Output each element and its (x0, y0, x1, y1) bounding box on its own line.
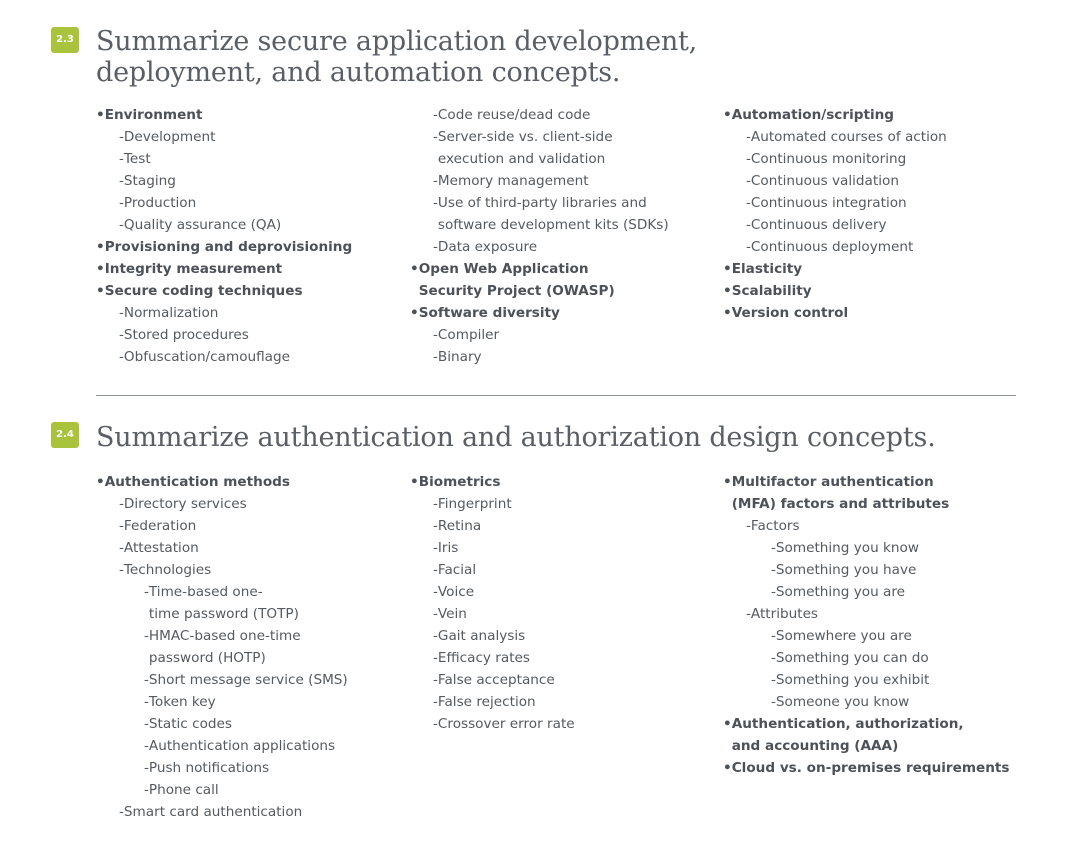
dash-marker: - (746, 151, 751, 167)
subtopic-item (96, 148, 352, 170)
sub-subtopic-item (96, 581, 348, 625)
item-line: Staging (123, 173, 176, 189)
item-text (438, 170, 589, 192)
item-text (438, 581, 474, 603)
item-text (124, 801, 302, 823)
item-line: Attributes (750, 606, 819, 622)
dash-marker: - (144, 738, 149, 754)
item-text (776, 691, 909, 713)
item-text (438, 625, 525, 647)
dash-marker: - (433, 540, 438, 556)
item-text (124, 515, 196, 537)
bullet-marker: • (723, 474, 732, 490)
subtopic-item (410, 236, 669, 258)
item-text (751, 170, 899, 192)
dash-marker: - (771, 672, 776, 688)
topic-column (410, 471, 575, 735)
item-line: Something you can do (775, 650, 929, 666)
item-line: Binary (437, 349, 482, 365)
sub-subtopic-item (96, 735, 348, 757)
item-line: Security Project (OWASP) (418, 283, 615, 299)
dash-marker: - (771, 584, 776, 600)
item-text (751, 192, 907, 214)
item-text (124, 324, 249, 346)
sub-subtopic-item (723, 669, 1010, 691)
bullet-marker: • (96, 474, 105, 490)
item-text (776, 559, 917, 581)
item-text (776, 647, 929, 669)
subtopic-item (723, 126, 947, 148)
item-text (105, 280, 303, 302)
topic-column (96, 471, 348, 823)
item-text (776, 581, 905, 603)
sub-subtopic-item (723, 581, 1010, 603)
item-text (105, 471, 290, 493)
topic-item (723, 104, 947, 126)
item-text (438, 559, 476, 581)
item-text (438, 493, 512, 515)
subtopic-item (96, 537, 348, 559)
sub-subtopic-item (96, 625, 348, 669)
sub-subtopic-item (96, 757, 348, 779)
dash-marker: - (119, 496, 124, 512)
item-line: Something you have (775, 562, 917, 578)
item-line: Static codes (148, 716, 232, 732)
item-line: False acceptance (437, 672, 555, 688)
item-text (438, 236, 537, 258)
subtopic-item (723, 192, 947, 214)
dash-marker: - (433, 129, 438, 145)
item-text (149, 779, 219, 801)
dash-marker: - (746, 129, 751, 145)
item-text (149, 581, 299, 625)
dash-marker: - (433, 650, 438, 666)
item-text (438, 603, 467, 625)
subtopic-item (410, 126, 669, 170)
subtopic-item (723, 515, 1010, 537)
item-text (149, 735, 335, 757)
item-line: Authentication applications (148, 738, 336, 754)
item-line: Secure coding techniques (104, 283, 303, 299)
sub-subtopic-item (723, 691, 1010, 713)
subtopic-item (410, 691, 575, 713)
dash-marker: - (433, 716, 438, 732)
item-text (149, 713, 232, 735)
dash-marker: - (119, 540, 124, 556)
dash-marker: - (119, 217, 124, 233)
item-line: (MFA) factors and attributes (731, 496, 950, 512)
dash-marker: - (433, 562, 438, 578)
dash-marker: - (119, 195, 124, 211)
title-line: Summarize secure application development, (96, 26, 698, 57)
dash-marker: - (119, 129, 124, 145)
item-text (751, 603, 818, 625)
item-text (105, 236, 353, 258)
item-line: Normalization (123, 305, 219, 321)
item-line: Code reuse/dead code (437, 107, 591, 123)
subtopic-item (723, 236, 947, 258)
dash-marker: - (746, 173, 751, 189)
subtopic-item (410, 170, 669, 192)
dash-marker: - (119, 349, 124, 365)
item-text (124, 346, 290, 368)
item-text (105, 104, 203, 126)
dash-marker: - (433, 606, 438, 622)
item-text (751, 126, 947, 148)
subtopic-item (96, 170, 352, 192)
subtopic-item (723, 214, 947, 236)
dash-marker: - (746, 239, 751, 255)
item-line: Facial (437, 562, 477, 578)
item-line: Authentication methods (104, 474, 290, 490)
bullet-marker: • (410, 305, 419, 321)
item-line: execution and validation (437, 151, 606, 167)
subtopic-item (410, 192, 669, 236)
title-line: deployment, and automation concepts. (96, 57, 621, 88)
item-line: Provisioning and deprovisioning (104, 239, 353, 255)
subtopic-item (410, 104, 669, 126)
item-text (124, 493, 247, 515)
item-line: and accounting (AAA) (731, 738, 899, 754)
bullet-marker: • (723, 283, 732, 299)
dash-marker: - (144, 782, 149, 798)
item-line: Production (123, 195, 197, 211)
subtopic-item (410, 669, 575, 691)
dash-marker: - (144, 628, 149, 644)
item-line: Attestation (123, 540, 199, 556)
item-line: Directory services (123, 496, 247, 512)
item-text (438, 713, 575, 735)
item-text (124, 192, 196, 214)
dash-marker: - (144, 694, 149, 710)
dash-marker: - (144, 760, 149, 776)
subtopic-item (410, 581, 575, 603)
sub-subtopic-item (723, 625, 1010, 647)
sub-subtopic-item (96, 691, 348, 713)
item-text (438, 192, 669, 236)
item-text (438, 537, 458, 559)
dash-marker: - (144, 716, 149, 732)
item-line: Somewhere you are (775, 628, 912, 644)
topic-column (723, 471, 1010, 779)
item-line: Multifactor authentication (731, 474, 934, 490)
item-line: Automation/scripting (731, 107, 895, 123)
item-line: Technologies (123, 562, 212, 578)
dash-marker: - (771, 694, 776, 710)
item-line: Voice (437, 584, 475, 600)
topic-item (96, 236, 352, 258)
topic-item (96, 104, 352, 126)
item-line: Data exposure (437, 239, 538, 255)
item-line: Version control (731, 305, 849, 321)
topic-column (410, 104, 669, 368)
item-line: Factors (750, 518, 800, 534)
dash-marker: - (433, 584, 438, 600)
subtopic-item (410, 515, 575, 537)
item-line: Phone call (148, 782, 219, 798)
topic-item (723, 757, 1010, 779)
item-line: time password (TOTP) (148, 606, 299, 622)
bullet-marker: • (96, 261, 105, 277)
item-text (149, 669, 348, 691)
item-line: Open Web Application (418, 261, 589, 277)
item-line: Memory management (437, 173, 589, 189)
item-line: Stored procedures (123, 327, 249, 343)
item-text (438, 104, 590, 126)
subtopic-item (96, 214, 352, 236)
item-line: Test (123, 151, 151, 167)
item-text (438, 515, 481, 537)
item-line: Federation (123, 518, 197, 534)
dash-marker: - (433, 195, 438, 211)
dash-marker: - (144, 584, 149, 600)
item-text (124, 302, 218, 324)
bullet-marker: • (96, 283, 105, 299)
item-text (732, 713, 964, 757)
item-line: Software diversity (418, 305, 560, 321)
dash-marker: - (433, 496, 438, 512)
item-line: Push notifications (148, 760, 270, 776)
bullet-marker: • (96, 239, 105, 255)
item-text (438, 126, 613, 170)
dash-marker: - (119, 518, 124, 534)
item-line: HMAC-based one-time (148, 628, 301, 644)
section-divider (96, 395, 1016, 396)
dash-marker: - (433, 327, 438, 343)
dash-marker: - (771, 562, 776, 578)
item-line: Time-based one- (148, 584, 263, 600)
subtopic-item (723, 603, 1010, 625)
item-line: Something you exhibit (775, 672, 930, 688)
item-text (438, 647, 530, 669)
bullet-marker: • (723, 107, 732, 123)
topic-item (723, 471, 1010, 515)
item-line: Continuous delivery (750, 217, 887, 233)
dash-marker: - (433, 694, 438, 710)
subtopic-item (410, 625, 575, 647)
item-line: Quality assurance (QA) (123, 217, 282, 233)
item-text (732, 302, 848, 324)
item-line: Biometrics (418, 474, 501, 490)
item-text (438, 691, 536, 713)
bullet-marker: • (410, 261, 419, 277)
item-line: Vein (437, 606, 467, 622)
subtopic-item (96, 324, 352, 346)
subtopic-item (96, 801, 348, 823)
item-line: Integrity measurement (104, 261, 283, 277)
item-line: Token key (148, 694, 216, 710)
sub-subtopic-item (723, 559, 1010, 581)
dash-marker: - (119, 804, 124, 820)
dash-marker: - (433, 628, 438, 644)
title-line: Summarize authentication and authorization design concepts. (96, 422, 936, 453)
sub-subtopic-item (723, 647, 1010, 669)
item-text (776, 669, 929, 691)
objective-title (96, 26, 697, 88)
subtopic-item (723, 148, 947, 170)
item-text (732, 280, 812, 302)
item-text (776, 537, 919, 559)
subtopic-item (410, 493, 575, 515)
subtopic-item (96, 192, 352, 214)
dash-marker: - (119, 305, 124, 321)
dash-marker: - (119, 173, 124, 189)
bullet-marker: • (410, 474, 419, 490)
item-line: software development kits (SDKs) (437, 217, 669, 233)
item-text (149, 691, 216, 713)
subtopic-item (410, 647, 575, 669)
item-text (438, 324, 499, 346)
subtopic-item (96, 346, 352, 368)
item-line: Elasticity (731, 261, 803, 277)
item-text (124, 148, 151, 170)
item-line: Smart card authentication (123, 804, 303, 820)
subtopic-item (410, 559, 575, 581)
dash-marker: - (771, 628, 776, 644)
topic-item (410, 471, 575, 493)
bullet-marker: • (723, 305, 732, 321)
topic-column (96, 104, 352, 368)
item-text (149, 625, 301, 669)
item-line: Obfuscation/camouflage (123, 349, 291, 365)
topic-item (723, 302, 947, 324)
item-line: Server-side vs. client-side (437, 129, 613, 145)
subtopic-item (410, 713, 575, 735)
item-line: Scalability (731, 283, 812, 299)
dash-marker: - (433, 107, 438, 123)
dash-marker: - (433, 518, 438, 534)
dash-marker: - (119, 151, 124, 167)
dash-marker: - (119, 562, 124, 578)
subtopic-item (96, 515, 348, 537)
item-line: Cloud vs. on-premises requirements (731, 760, 1010, 776)
item-line: Something you know (775, 540, 919, 556)
item-line: False rejection (437, 694, 536, 710)
item-text (149, 757, 269, 779)
subtopic-item (410, 537, 575, 559)
item-line: Short message service (SMS) (148, 672, 348, 688)
dash-marker: - (433, 239, 438, 255)
item-text (105, 258, 282, 280)
subtopic-item (96, 493, 348, 515)
item-line: Fingerprint (437, 496, 512, 512)
item-text (732, 258, 802, 280)
subtopic-item (96, 302, 352, 324)
item-text (776, 625, 912, 647)
dash-marker: - (771, 650, 776, 666)
item-line: Crossover error rate (437, 716, 575, 732)
item-line: Retina (437, 518, 482, 534)
item-line: Iris (437, 540, 459, 556)
subtopic-item (96, 126, 352, 148)
item-line: Continuous monitoring (750, 151, 907, 167)
item-line: Continuous deployment (750, 239, 914, 255)
item-line: Someone you know (775, 694, 910, 710)
item-line: Authentication, authorization, (731, 716, 964, 732)
objective-number-badge: 2.4 (51, 422, 79, 448)
item-text (732, 471, 950, 515)
sub-subtopic-item (96, 779, 348, 801)
dash-marker: - (433, 173, 438, 189)
topic-item (723, 280, 947, 302)
item-line: Environment (104, 107, 203, 123)
item-text (124, 170, 176, 192)
item-text (124, 126, 216, 148)
item-line: Continuous integration (750, 195, 907, 211)
item-text (751, 148, 906, 170)
item-line: Compiler (437, 327, 500, 343)
sub-subtopic-item (96, 669, 348, 691)
subtopic-item (96, 559, 348, 581)
dash-marker: - (771, 540, 776, 556)
item-line: Development (123, 129, 216, 145)
item-text (751, 515, 800, 537)
dash-marker: - (746, 606, 751, 622)
item-line: Continuous validation (750, 173, 899, 189)
item-text (438, 346, 482, 368)
bullet-marker: • (723, 760, 732, 776)
objective-title (96, 422, 936, 453)
topic-item (96, 471, 348, 493)
item-line: password (HOTP) (148, 650, 266, 666)
topic-item (410, 258, 669, 302)
item-text (732, 757, 1010, 779)
item-text (419, 471, 501, 493)
item-text (751, 236, 913, 258)
item-line: Automated courses of action (750, 129, 947, 145)
dash-marker: - (144, 672, 149, 688)
dash-marker: - (433, 672, 438, 688)
dash-marker: - (746, 217, 751, 233)
topic-column (723, 104, 947, 324)
item-line: Something you are (775, 584, 906, 600)
topic-item (96, 280, 352, 302)
item-line: Gait analysis (437, 628, 526, 644)
sub-subtopic-item (723, 537, 1010, 559)
subtopic-item (723, 170, 947, 192)
item-text (732, 104, 894, 126)
item-text (124, 559, 211, 581)
subtopic-item (410, 346, 669, 368)
dash-marker: - (433, 349, 438, 365)
topic-item (723, 258, 947, 280)
dash-marker: - (119, 327, 124, 343)
dash-marker: - (746, 195, 751, 211)
objective-number-badge: 2.3 (51, 27, 79, 53)
dash-marker: - (746, 518, 751, 534)
item-line: Use of third-party libraries and (437, 195, 647, 211)
sub-subtopic-item (96, 713, 348, 735)
subtopic-item (410, 603, 575, 625)
item-text (419, 302, 560, 324)
topic-item (723, 713, 1010, 757)
bullet-marker: • (96, 107, 105, 123)
item-text (124, 214, 281, 236)
item-text (419, 258, 615, 302)
bullet-marker: • (723, 716, 732, 732)
topic-item (410, 302, 669, 324)
item-line: Efficacy rates (437, 650, 530, 666)
item-text (751, 214, 887, 236)
item-text (438, 669, 555, 691)
item-text (124, 537, 199, 559)
subtopic-item (410, 324, 669, 346)
topic-item (96, 258, 352, 280)
bullet-marker: • (723, 261, 732, 277)
